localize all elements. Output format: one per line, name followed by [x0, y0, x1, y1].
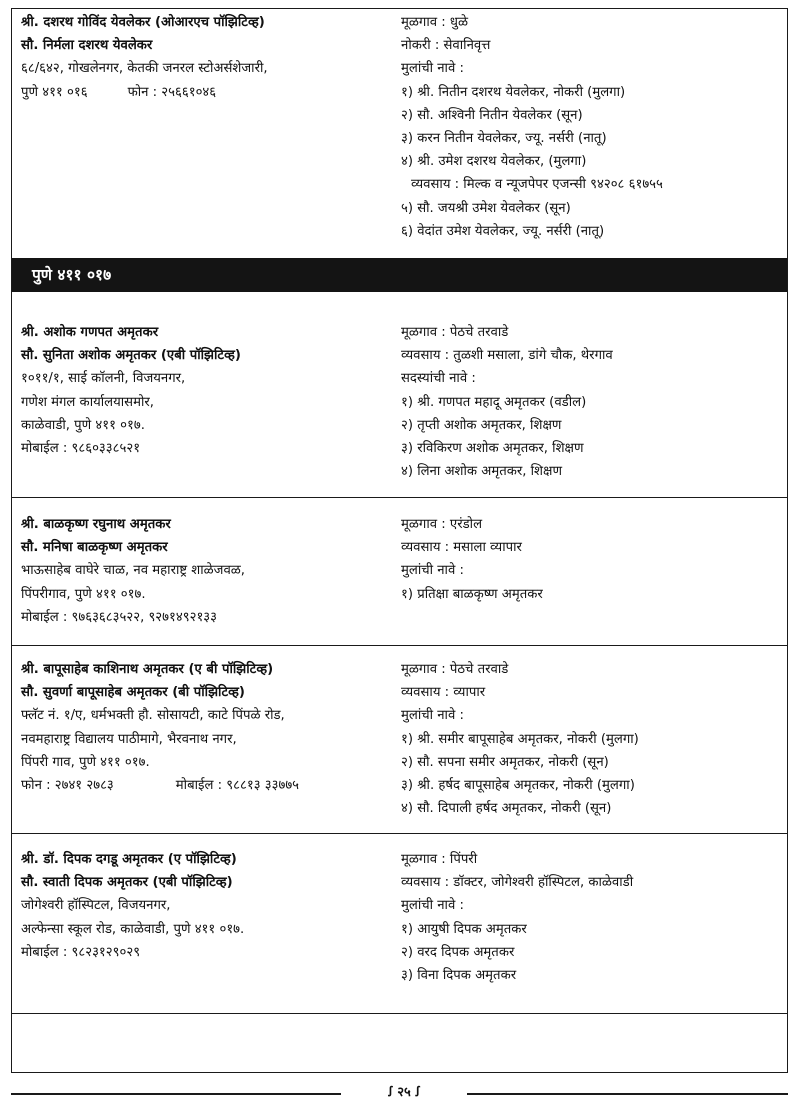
head-of-family-name: श्री. अशोक गणपत अमृतकर [21, 325, 159, 340]
family-member: ४) लिना अशोक अमृतकर, शिक्षण [401, 464, 563, 480]
mobile-number: मोबाईल : ९८२३१२९०२९ [21, 944, 141, 960]
address-line: फ्लॅट नं. १/ए, धर्मभक्ती हौ. सोसायटी, काटे पिंपळे रोड, [21, 708, 285, 724]
address-line: ६८/६४२, गोखलेनगर, केतकी जनरल स्टोअर्सशेजारी, [21, 61, 268, 77]
family-member: ३) रविकिरण अशोक अमृतकर, शिक्षण [401, 440, 584, 456]
family-member-occupation: व्यवसाय : मिल्क व न्यूजपेपर एजन्सी ९४२०८ ६१७५५ [411, 177, 663, 193]
family-member: ६) वेदांत उमेश येवलेकर, ज्यू. नर्सरी (नातू) [401, 223, 605, 239]
phone-number: फोन : २७४१ २७८३ [21, 777, 114, 793]
mobile-number: मोबाईल : ९७६३६८३५२२, ९२७१४९२१३३ [21, 609, 218, 625]
entry-divider [12, 645, 787, 646]
occupation: व्यवसाय : डॉक्टर, जोगेश्वरी हॉस्पिटल, काळेवाडी [401, 875, 634, 891]
member-address-block [21, 11, 386, 104]
family-member: ४) श्री. उमेश दशरथ येवलेकर, (मुलगा) [401, 154, 587, 170]
entry-divider [12, 833, 787, 834]
head-of-family-name: श्री. बापूसाहेब काशिनाथ अमृतकर (ए बी पॉझिटिव्ह) [21, 662, 274, 677]
spouse-name: सौ. मनिषा बाळकृष्ण अमृतकर [21, 540, 168, 556]
address-line: भाऊसाहेब वाघेरे चाळ, नव महाराष्ट्र शाळेजवळ, [21, 563, 246, 579]
members-label: मुलांची नावे : [401, 61, 464, 77]
address-line: पिंपरी गाव, पुणे ४११ ०१७. [21, 754, 150, 770]
contact-line [21, 774, 386, 797]
member-family-block [401, 658, 786, 820]
head-of-family-name: श्री. बाळकृष्ण रघुनाथ अमृतकर [21, 517, 171, 532]
family-member: ४) सौ. दिपाली हर्षद अमृतकर, नोकरी (सून) [401, 801, 612, 817]
section-banner-title: पुणे ४११ ०१७ [32, 266, 112, 284]
occupation: व्यवसाय : तुळशी मसाला, डांगे चौक, थेरगाव [401, 348, 613, 364]
family-member: २) सौ. अश्विनी नितीन येवलेकर (सून) [401, 107, 583, 123]
spouse-name: सौ. स्वाती दिपक अमृतकर (एबी पॉझिटिव्ह) [21, 875, 233, 891]
address-line: जोगेश्वरी हॉस्पिटल, विजयनगर, [21, 898, 171, 914]
native-place: मूळगाव : पेठचे तरवाडे [401, 325, 509, 340]
family-member: ३) विना दिपक अमृतकर [401, 967, 517, 983]
spouse-name: सौ. सुवर्णा बापूसाहेब अमृतकर (बी पॉझिटिव्ह) [21, 685, 245, 701]
occupation: व्यवसाय : मसाला व्यापार [401, 540, 522, 556]
members-label: मुलांची नावे : [401, 708, 464, 724]
address-line: अल्फेन्सा स्कूल रोड, काळेवाडी, पुणे ४११ ०१७. [21, 921, 245, 937]
family-member: ३) करन नितीन येवलेकर, ज्यू. नर्सरी (नातू) [401, 130, 607, 146]
member-address-block [21, 321, 386, 460]
member-family-block [401, 321, 786, 483]
head-of-family-name: श्री. डॉ. दिपक दगडू अमृतकर (ए पॉझिटिव्ह) [21, 852, 237, 867]
family-member: २) सौ. सपना समीर अमृतकर, नोकरी (सून) [401, 754, 609, 770]
family-member: १) श्री. गणपत महादू अमृतकर (वडील) [401, 394, 587, 410]
page-number: ꭍ २५ ꭍ [388, 1085, 420, 1100]
address-city: पुणे ४११ ०१६ [21, 84, 88, 100]
members-label: मुलांची नावे : [401, 898, 464, 914]
member-address-block [21, 513, 386, 629]
entry-divider [12, 497, 787, 498]
family-member: ३) श्री. हर्षद बापूसाहेब अमृतकर, नोकरी (मुलगा) [401, 777, 635, 793]
member-family-block [401, 11, 786, 243]
directory-page [11, 8, 788, 1073]
page-footer [11, 1087, 788, 1101]
family-member: १) आयुषी दिपक अमृतकर [401, 921, 527, 937]
family-member: १) प्रतिक्षा बाळकृष्ण अमृतकर [401, 586, 543, 602]
family-member: १) श्री. समीर बापूसाहेब अमृतकर, नोकरी (मुलगा) [401, 731, 639, 747]
member-family-block [401, 848, 786, 987]
family-member: ५) सौ. जयश्री उमेश येवलेकर (सून) [401, 200, 571, 216]
address-line: नवमहाराष्ट्र विद्यालय पाठीमागे, भैरवनाथ नगर, [21, 731, 237, 747]
native-place: मूळगाव : पिंपरी [401, 852, 478, 867]
family-member: २) वरद दिपक अमृतकर [401, 944, 515, 960]
spouse-name: सौ. सुनिता अशोक अमृतकर (एबी पॉझिटिव्ह) [21, 348, 241, 364]
footer-rule-right [467, 1093, 788, 1095]
address-contact-line [21, 81, 386, 104]
address-line: काळेवाडी, पुणे ४११ ०१७. [21, 417, 145, 433]
occupation: नोकरी : सेवानिवृत्त [401, 38, 491, 54]
member-address-block [21, 848, 386, 964]
address-line: पिंपरीगाव, पुणे ४११ ०१७. [21, 586, 146, 602]
address-line: १०११/१, साई कॉलनी, विजयनगर, [21, 371, 186, 387]
spouse-name: सौ. निर्मला दशरथ येवलेकर [21, 38, 153, 54]
head-of-family-name: श्री. दशरथ गोविंद येवलेकर (ओआरएच पॉझिटिव्ह) [21, 15, 265, 30]
members-label: सदस्यांची नावे : [401, 371, 476, 387]
members-label: मुलांची नावे : [401, 563, 464, 579]
native-place: मूळगाव : पेठचे तरवाडे [401, 662, 509, 677]
address-line: गणेश मंगल कार्यालयासमोर, [21, 394, 154, 410]
native-place: मूळगाव : धुळे [401, 15, 469, 30]
mobile-number: मोबाईल : ९८६०३३८५२१ [21, 440, 141, 456]
mobile-number: मोबाईल : ९८८१३ ३३७७५ [175, 777, 300, 793]
native-place: मूळगाव : एरंडोल [401, 517, 483, 532]
section-banner [12, 258, 787, 292]
phone-number: फोन : २५६६१०४६ [127, 84, 217, 100]
member-address-block [21, 658, 386, 797]
member-family-block [401, 513, 786, 606]
footer-rule-left [11, 1093, 341, 1095]
family-member: १) श्री. नितीन दशरथ येवलेकर, नोकरी (मुलगा) [401, 84, 626, 100]
entry-divider [12, 1013, 787, 1014]
family-member: २) तृप्ती अशोक अमृतकर, शिक्षण [401, 417, 562, 433]
occupation: व्यवसाय : व्यापार [401, 685, 486, 701]
